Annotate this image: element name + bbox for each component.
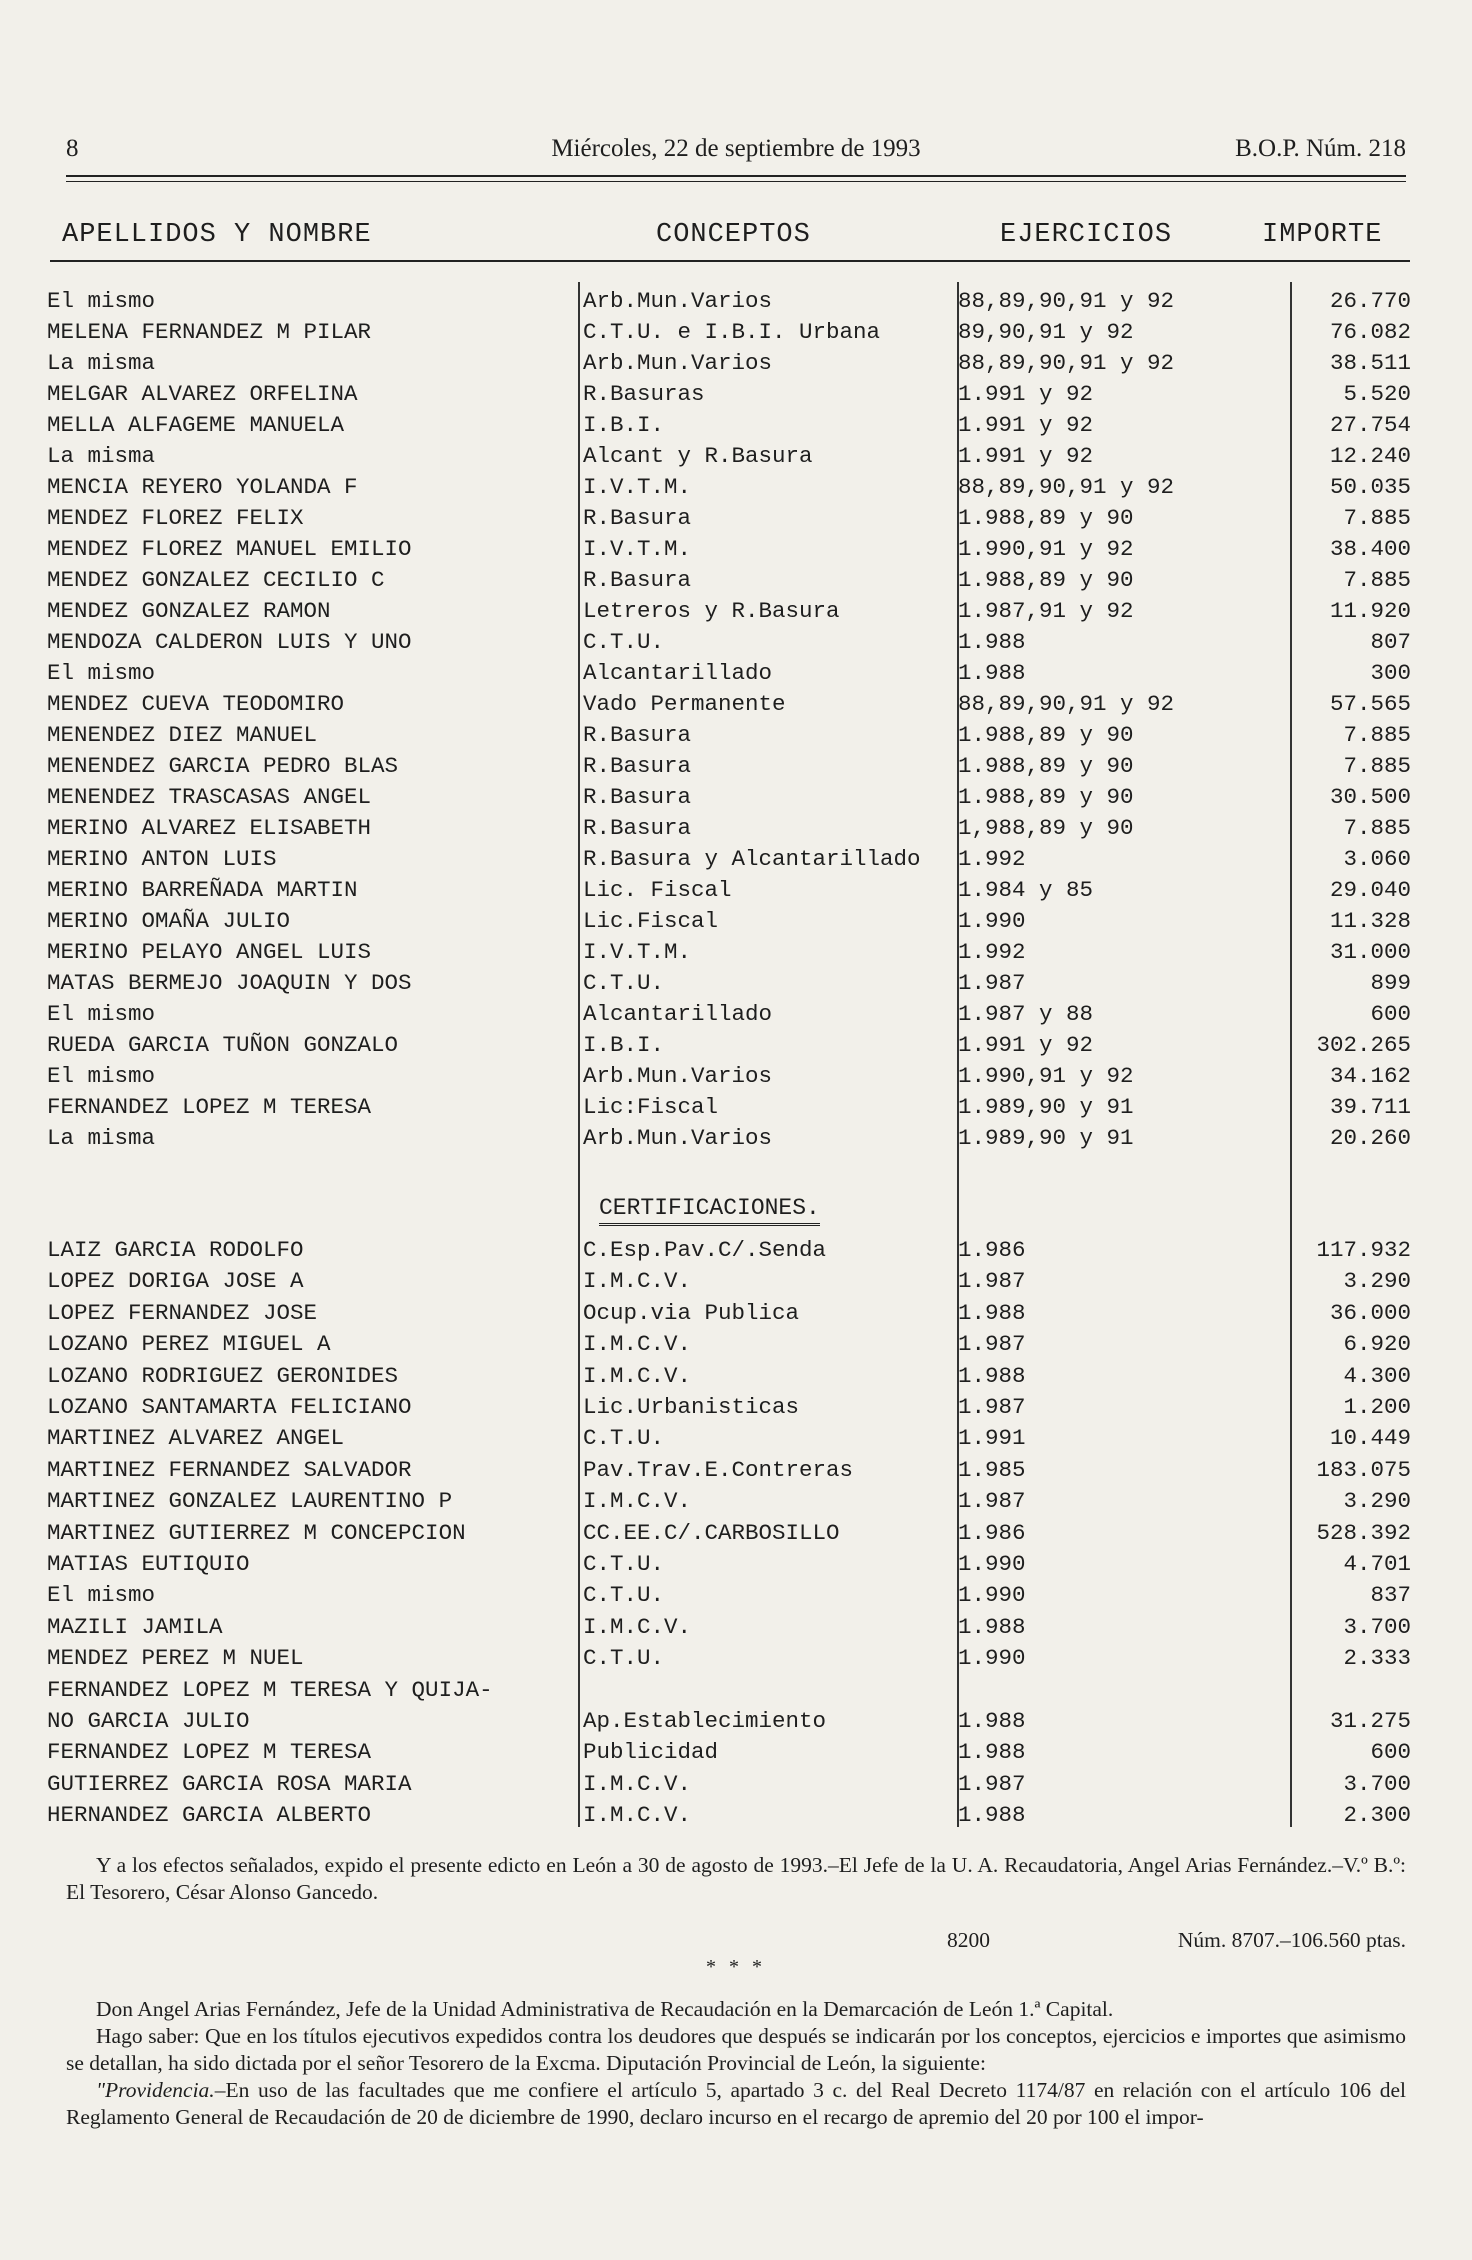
debtor-name: MELENA FERNANDEZ M PILAR: [47, 319, 372, 345]
years-cell: 1.988: [958, 629, 1026, 655]
amount-cell: 302.265: [1316, 1032, 1411, 1058]
table-row: [0, 412, 1472, 443]
years-cell: 1.988,89 y 90: [958, 505, 1134, 531]
table-row: [0, 1802, 1472, 1833]
edict-number: Núm. 8707.–106.560 ptas.: [1177, 1928, 1406, 1952]
table-row: [0, 1677, 1472, 1708]
years-cell: 1.988: [958, 1802, 1026, 1829]
concept-cell: I.V.T.M.: [583, 939, 692, 965]
years-cell: 1.988: [958, 660, 1026, 686]
concept-cell: R.Basura: [583, 722, 692, 748]
years-cell: 1.989,90 y 91: [958, 1094, 1134, 1120]
debtor-name: MENDEZ FLOREZ FELIX: [47, 505, 304, 531]
page-number: 8: [66, 135, 79, 162]
certifications-title: CERTIFICACIONES.: [599, 1195, 820, 1221]
years-cell: 1.985: [958, 1456, 1026, 1483]
debtor-name: El mismo: [47, 1582, 156, 1609]
concept-cell: C.T.U.: [583, 1582, 665, 1609]
header-rule: [66, 175, 1406, 177]
amount-cell: 76.082: [1329, 319, 1411, 345]
concept-cell: Alcantarillado: [583, 660, 773, 686]
table-row: [0, 1425, 1472, 1456]
amount-cell: 57.565: [1329, 691, 1411, 717]
table-row: [0, 1488, 1472, 1519]
table-row: [0, 939, 1472, 970]
amount-cell: 2.300: [1343, 1802, 1411, 1829]
debtor-name: MENENDEZ TRASCASAS ANGEL: [47, 784, 372, 810]
debtor-name: La misma: [47, 1125, 156, 1151]
amount-cell: 3.700: [1343, 1770, 1411, 1797]
concept-cell: Ocup.via Publica: [583, 1299, 800, 1326]
concept-cell: Lic:Fiscal: [583, 1094, 719, 1120]
concept-cell: I.M.C.V.: [583, 1488, 692, 1515]
concept-cell: I.V.T.M.: [583, 536, 692, 562]
concept-cell: I.M.C.V.: [583, 1268, 692, 1295]
years-cell: 1.992: [958, 939, 1026, 965]
concept-cell: Arb.Mun.Varios: [583, 288, 773, 314]
table-row: [0, 753, 1472, 784]
amount-cell: 39.711: [1329, 1094, 1411, 1120]
years-cell: 1.991 y 92: [958, 443, 1094, 469]
debtor-name: MENENDEZ GARCIA PEDRO BLAS: [47, 753, 399, 779]
concept-cell: I.B.I.: [583, 412, 665, 438]
amount-cell: 30.500: [1329, 784, 1411, 810]
header-rule-thin: [66, 181, 1406, 182]
closing-paragraph: Y a los efectos señalados, expido el presente edicto en León a 30 de agosto de 1993.–El Jefe de la U. A. Recaudatoria, Angel Arias Fernández.–V.º B.º: El Tesorero, César Alonso Gancedo.: [66, 1853, 1406, 1904]
concept-cell: Lic.Fiscal: [583, 908, 719, 934]
debtor-name: El mismo: [47, 288, 156, 314]
debtor-name: MENDEZ GONZALEZ CECILIO C: [47, 567, 385, 593]
years-cell: 1.989,90 y 91: [958, 1125, 1134, 1151]
table-row: [0, 1331, 1472, 1362]
table-row: [0, 1063, 1472, 1094]
concept-cell: Arb.Mun.Varios: [583, 1125, 773, 1151]
amount-cell: 2.333: [1343, 1645, 1411, 1672]
years-cell: 1.991 y 92: [958, 381, 1094, 407]
debtor-name: LAIZ GARCIA RODOLFO: [47, 1237, 304, 1263]
page-date: Miércoles, 22 de septiembre de 1993: [551, 135, 921, 162]
amount-cell: 600: [1370, 1001, 1411, 1027]
table-row: [0, 567, 1472, 598]
amount-cell: 837: [1370, 1582, 1411, 1609]
amount-cell: 38.511: [1329, 350, 1411, 376]
debtor-name: FERNANDEZ LOPEZ M TERESA: [47, 1739, 372, 1766]
years-cell: 1.991 y 92: [958, 412, 1094, 438]
debtor-name: MENENDEZ DIEZ MANUEL: [47, 722, 318, 748]
years-cell: 1.987 y 88: [958, 1001, 1094, 1027]
table-row: [0, 1268, 1472, 1299]
years-cell: 1.988,89 y 90: [958, 722, 1134, 748]
years-cell: 88,89,90,91 y 92: [958, 474, 1175, 500]
table-row: [0, 536, 1472, 567]
concept-cell: I.M.C.V.: [583, 1613, 692, 1640]
debtor-name: MARTINEZ GONZALEZ LAURENTINO P: [47, 1488, 453, 1515]
concept-cell: C.Esp.Pav.C/.Senda: [583, 1237, 827, 1263]
debtor-name: LOZANO SANTAMARTA FELICIANO: [47, 1394, 412, 1420]
years-cell: 88,89,90,91 y 92: [958, 691, 1175, 717]
amount-cell: 12.240: [1329, 443, 1411, 469]
table-row: [0, 1125, 1472, 1156]
years-cell: 1.988: [958, 1739, 1026, 1766]
table-row: [0, 1520, 1472, 1551]
concept-cell: I.M.C.V.: [583, 1802, 692, 1829]
debtor-name: LOPEZ DORIGA JOSE A: [47, 1268, 304, 1295]
edict-intro: Don Angel Arias Fernández, Jefe de la Unidad Administrativa de Recaudación en la Demarcación de León 1.ª Capital.: [96, 1997, 1114, 2021]
concept-cell: R.Basuras: [583, 381, 705, 407]
amount-cell: 10.449: [1329, 1425, 1411, 1452]
concept-cell: R.Basura y Alcantarillado: [583, 846, 921, 872]
table-row: [0, 1094, 1472, 1125]
debtor-name: MENDOZA CALDERON LUIS Y UNO: [47, 629, 412, 655]
providencia-text: –En uso de las facultades que me confiere el artículo 5, apartado 3 c. del Real Decreto 1174/87 en relación con el artículo 106 del Reglamento General de Recaudación de 20 de diciembre de 1990, declaro incurso en el recargo de apremio del 20 por 100 el impor-: [66, 2078, 1406, 2129]
amount-cell: 27.754: [1329, 412, 1411, 438]
table-row: [0, 1237, 1472, 1268]
debtor-name: MENDEZ PEREZ M NUEL: [47, 1645, 304, 1672]
table-row: [0, 784, 1472, 815]
table-row: [0, 598, 1472, 629]
concept-cell: R.Basura: [583, 567, 692, 593]
table-row: [0, 629, 1472, 660]
years-cell: 1.988: [958, 1299, 1026, 1326]
amount-cell: 7.885: [1343, 753, 1411, 779]
debtor-name: MERINO ALVAREZ ELISABETH: [47, 815, 372, 841]
amount-cell: 899: [1370, 970, 1411, 996]
amount-cell: 3.060: [1343, 846, 1411, 872]
amount-cell: 31.000: [1329, 939, 1411, 965]
table-row: [0, 1032, 1472, 1063]
amount-cell: 20.260: [1329, 1125, 1411, 1151]
years-cell: 1.988: [958, 1708, 1026, 1734]
debtor-name: LOZANO RODRIGUEZ GERONIDES: [47, 1362, 399, 1389]
amount-cell: 38.400: [1329, 536, 1411, 562]
header-amount: IMPORTE: [1262, 220, 1383, 250]
debtor-name: El mismo: [47, 1001, 156, 1027]
amount-cell: 4.701: [1343, 1551, 1411, 1577]
table-row: [0, 970, 1472, 1001]
table-row: [0, 1363, 1472, 1394]
concept-cell: C.T.U.: [583, 1645, 665, 1672]
debtor-name: MENDEZ CUEVA TEODOMIRO: [47, 691, 345, 717]
header-concepts: CONCEPTOS: [656, 220, 811, 250]
table-row: [0, 1394, 1472, 1425]
concept-cell: Publicidad: [583, 1739, 719, 1766]
amount-cell: 7.885: [1343, 722, 1411, 748]
amount-cell: 50.035: [1329, 474, 1411, 500]
amount-cell: 5.520: [1343, 381, 1411, 407]
years-cell: 1.987: [958, 1331, 1026, 1358]
amount-cell: 34.162: [1329, 1063, 1411, 1089]
table-row: [0, 381, 1472, 412]
years-cell: 1.984 y 85: [958, 877, 1094, 903]
amount-cell: 183.075: [1316, 1456, 1411, 1483]
table-row: [0, 443, 1472, 474]
concept-cell: I.M.C.V.: [583, 1770, 692, 1797]
concept-cell: I.B.I.: [583, 1032, 665, 1058]
header-years: EJERCICIOS: [1000, 220, 1173, 250]
table-row: [0, 877, 1472, 908]
header-names: APELLIDOS Y NOMBRE: [62, 220, 372, 250]
debtor-name: MARTINEZ FERNANDEZ SALVADOR: [47, 1456, 412, 1483]
concept-cell: Alcant y R.Basura: [583, 443, 813, 469]
amount-cell: 36.000: [1329, 1299, 1411, 1326]
table-row: [0, 908, 1472, 939]
debtor-name: LOPEZ FERNANDEZ JOSE: [47, 1299, 318, 1326]
concept-cell: C.T.U.: [583, 1551, 665, 1577]
years-cell: 1.988: [958, 1362, 1026, 1389]
concept-cell: C.T.U. e I.B.I. Urbana: [583, 319, 881, 345]
amount-cell: 7.885: [1343, 815, 1411, 841]
years-cell: 1.990: [958, 1551, 1026, 1577]
concept-cell: Lic.Urbanisticas: [583, 1394, 800, 1420]
concept-cell: Alcantarillado: [583, 1001, 773, 1027]
debtor-name: MELGAR ALVAREZ ORFELINA: [47, 381, 358, 407]
amount-cell: 11.920: [1329, 598, 1411, 624]
concept-cell: Arb.Mun.Varios: [583, 350, 773, 376]
table-row: [0, 1001, 1472, 1032]
amount-cell: 6.920: [1343, 1331, 1411, 1358]
amount-cell: 600: [1370, 1739, 1411, 1766]
concept-cell: Arb.Mun.Varios: [583, 1063, 773, 1089]
debtor-name: MERINO OMAÑA JULIO: [47, 908, 291, 934]
amount-cell: 117.932: [1316, 1237, 1411, 1263]
amount-cell: 1.200: [1343, 1394, 1411, 1420]
column-header-rule: [50, 260, 1410, 262]
amount-cell: 807: [1370, 629, 1411, 655]
amount-cell: 3.290: [1343, 1268, 1411, 1295]
amount-cell: 7.885: [1343, 505, 1411, 531]
years-cell: 1.988,89 y 90: [958, 567, 1134, 593]
amount-cell: 31.275: [1329, 1708, 1411, 1734]
years-cell: 1.988,89 y 90: [958, 784, 1134, 810]
concept-cell: R.Basura: [583, 505, 692, 531]
amount-cell: 300: [1370, 660, 1411, 686]
years-cell: 1.991: [958, 1425, 1026, 1452]
amount-cell: 4.300: [1343, 1362, 1411, 1389]
concept-cell: Lic. Fiscal: [583, 877, 732, 903]
table-row: [0, 505, 1472, 536]
table-row: [0, 1708, 1472, 1739]
table-row: [0, 1771, 1472, 1802]
table-row: [0, 474, 1472, 505]
years-cell: 89,90,91 y 92: [958, 319, 1134, 345]
concept-cell: Vado Permanente: [583, 691, 786, 717]
concept-cell: I.V.T.M.: [583, 474, 692, 500]
years-cell: 1.987: [958, 1770, 1026, 1797]
amount-cell: 26.770: [1329, 288, 1411, 314]
years-cell: 1.986: [958, 1237, 1026, 1263]
table-row: [0, 1739, 1472, 1770]
concept-cell: R.Basura: [583, 815, 692, 841]
debtor-name: El mismo: [47, 660, 156, 686]
concept-cell: Ap.Establecimiento: [583, 1708, 827, 1734]
concept-cell: CC.EE.C/.CARBOSILLO: [583, 1519, 840, 1546]
page-header: [66, 135, 1406, 175]
edict-notice: Hago saber: Que en los títulos ejecutivos expedidos contra los deudores que después se indicarán por los conceptos, ejercicios e importes que asimismo se detallan, ha sido dictada por el señor Tesorero de la Excma. Diputación Provincial de León, la siguiente:: [66, 2024, 1406, 2075]
concept-cell: C.T.U.: [583, 970, 665, 996]
amount-cell: 528.392: [1316, 1519, 1411, 1546]
concept-cell: C.T.U.: [583, 629, 665, 655]
debtor-name: MERINO BARREÑADA MARTIN: [47, 877, 358, 903]
years-cell: 1,988,89 y 90: [958, 815, 1134, 841]
years-cell: 88,89,90,91 y 92: [958, 350, 1175, 376]
separator-stars: * * *: [706, 1956, 766, 1978]
debtor-name: MENCIA REYERO YOLANDA F: [47, 474, 358, 500]
years-cell: 1.987,91 y 92: [958, 598, 1134, 624]
edict-body: [66, 1996, 1406, 2131]
debtor-name: El mismo: [47, 1063, 156, 1089]
table-row: [0, 1614, 1472, 1645]
providencia-label: "Providencia.: [96, 2078, 215, 2102]
concept-cell: I.M.C.V.: [583, 1331, 692, 1358]
table-row: [0, 815, 1472, 846]
debtor-name: MARTINEZ ALVAREZ ANGEL: [47, 1425, 345, 1452]
concept-cell: C.T.U.: [583, 1425, 665, 1452]
debtor-name: MERINO PELAYO ANGEL LUIS: [47, 939, 372, 965]
years-cell: 1.986: [958, 1519, 1026, 1546]
years-cell: 1.987: [958, 970, 1026, 996]
years-cell: 1.988: [958, 1613, 1026, 1640]
years-cell: 1.990,91 y 92: [958, 536, 1134, 562]
table-row: [0, 1645, 1472, 1676]
table-row: [0, 846, 1472, 877]
debtor-name: FERNANDEZ LOPEZ M TERESA Y QUIJA-: [47, 1676, 493, 1703]
years-cell: 88,89,90,91 y 92: [958, 288, 1175, 314]
years-cell: 1.987: [958, 1488, 1026, 1515]
table-row: [0, 1551, 1472, 1582]
edict-code: 8200: [947, 1928, 990, 1952]
amount-cell: 3.290: [1343, 1488, 1411, 1515]
table-row: [0, 691, 1472, 722]
years-cell: 1.987: [958, 1268, 1026, 1295]
debtor-name: La misma: [47, 350, 156, 376]
table-row: [0, 660, 1472, 691]
concept-cell: R.Basura: [583, 784, 692, 810]
table-row: [0, 288, 1472, 319]
amount-cell: 11.328: [1329, 908, 1411, 934]
amount-cell: 7.885: [1343, 567, 1411, 593]
years-cell: 1.987: [958, 1394, 1026, 1420]
debtor-name: GUTIERREZ GARCIA ROSA MARIA: [47, 1770, 412, 1797]
debtor-name: LOZANO PEREZ MIGUEL A: [47, 1331, 331, 1358]
table-row: [0, 1582, 1472, 1613]
concept-cell: Pav.Trav.E.Contreras: [583, 1456, 854, 1483]
debtor-name: MATIAS EUTIQUIO: [47, 1551, 250, 1577]
debtor-name: MELLA ALFAGEME MANUELA: [47, 412, 345, 438]
concept-cell: R.Basura: [583, 753, 692, 779]
concept-cell: I.M.C.V.: [583, 1362, 692, 1389]
debtor-name: MAZILI JAMILA: [47, 1613, 223, 1640]
years-cell: 1.990: [958, 1582, 1026, 1609]
debtor-name: MARTINEZ GUTIERREZ M CONCEPCION: [47, 1519, 466, 1546]
table-row: [0, 722, 1472, 753]
table-row: [0, 1300, 1472, 1331]
debtor-name: MENDEZ GONZALEZ RAMON: [47, 598, 331, 624]
debtor-name: HERNANDEZ GARCIA ALBERTO: [47, 1802, 372, 1829]
debtor-name: La misma: [47, 443, 156, 469]
amount-cell: 3.700: [1343, 1613, 1411, 1640]
amount-cell: 29.040: [1329, 877, 1411, 903]
years-cell: 1.991 y 92: [958, 1032, 1094, 1058]
debtor-name: MATAS BERMEJO JOAQUIN Y DOS: [47, 970, 412, 996]
debtor-name: MENDEZ FLOREZ MANUEL EMILIO: [47, 536, 412, 562]
debtor-name: RUEDA GARCIA TUÑON GONZALO: [47, 1032, 399, 1058]
debtor-name: FERNANDEZ LOPEZ M TERESA: [47, 1094, 372, 1120]
table-row: [0, 350, 1472, 381]
publication-number: B.O.P. Núm. 218: [1235, 135, 1406, 162]
concept-cell: Letreros y R.Basura: [583, 598, 840, 624]
years-cell: 1.990,91 y 92: [958, 1063, 1134, 1089]
table-row: [0, 319, 1472, 350]
edict-providencia: [66, 2077, 1406, 2131]
years-cell: 1.988,89 y 90: [958, 753, 1134, 779]
years-cell: 1.992: [958, 846, 1026, 872]
table-row: [0, 1457, 1472, 1488]
years-cell: 1.990: [958, 1645, 1026, 1672]
debtor-name: NO GARCIA JULIO: [47, 1708, 250, 1734]
debtor-name: MERINO ANTON LUIS: [47, 846, 277, 872]
years-cell: 1.990: [958, 908, 1026, 934]
